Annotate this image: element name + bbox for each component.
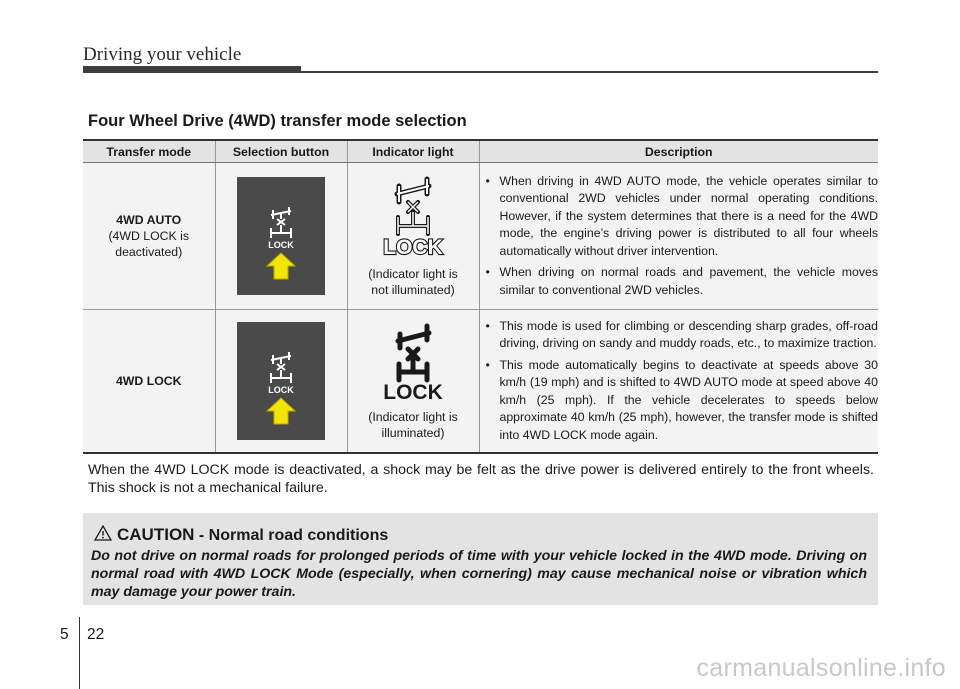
up-arrow-icon <box>267 398 295 424</box>
description-item: • When driving on normal roads and pavement, the vehicle moves similar to conventional 2WD vehicles. <box>485 265 878 297</box>
page-number-divider <box>79 617 80 689</box>
indicator-caption: (Indicator light is not illuminated) <box>368 267 458 297</box>
column-header-selection-button: Selection button <box>215 140 347 163</box>
table-header-row <box>83 140 878 163</box>
caution-subtitle: - Normal road conditions <box>194 527 389 544</box>
4wd-axle-icon <box>271 352 291 383</box>
mode-cell <box>83 310 215 453</box>
up-arrow-icon <box>267 253 295 279</box>
selection-button-cell <box>215 163 347 310</box>
column-header-indicator-light: Indicator light <box>347 140 479 163</box>
description-item: • When driving in 4WD AUTO mode, the vehicle operates similar to conventional 2WD vehicles under normal operating conditions. However, if the system determines that there is a need for the 4WD mode, the engine’s driving power is distributed to all four wheels automatically without driver intervention. <box>485 173 878 258</box>
running-header: Driving your vehicle <box>83 44 242 65</box>
4wd-lock-button-panel <box>237 177 325 295</box>
indicator-caption: (Indicator light is illuminated) <box>368 409 458 440</box>
description-cell <box>479 310 878 453</box>
chapter-number: 5 <box>60 626 69 643</box>
page-number: 22 <box>87 626 105 643</box>
mode-name: 4WD LOCK <box>115 373 182 388</box>
caution-box <box>83 513 878 605</box>
4wd-axle-icon <box>271 207 291 238</box>
indicator-lock-label: LOCK <box>383 236 443 258</box>
column-header-transfer-mode: Transfer mode <box>83 140 215 163</box>
watermark: carmanualsonline.info <box>696 654 946 682</box>
section-title: Four Wheel Drive (4WD) transfer mode selection <box>88 112 467 130</box>
mode-subtext: (4WD LOCK is deactivated) <box>108 229 190 259</box>
transfer-mode-table <box>83 139 878 454</box>
indicator-on <box>353 321 473 405</box>
selection-button-cell <box>215 310 347 453</box>
shock-note: When the 4WD LOCK mode is deactivated, a shock may be felt as the drive power is delivered entirely to the front wheels. This shock is not a mechanical failure. <box>88 462 874 496</box>
indicator-off <box>353 174 473 262</box>
4wd-lock-button-panel <box>237 322 325 440</box>
warning-triangle-icon <box>94 525 112 546</box>
mode-name: 4WD AUTO <box>116 213 182 227</box>
indicator-lock-label: LOCK <box>383 380 443 401</box>
description-item: • This mode automatically begins to deactivate at speeds above 30 km/h (19 mph) and is shifted to 4WD AUTO mode at speed above 40 km/h (25 mph). If the vehicle decelerates to speeds below approximate 40 km/h (25 mph), however, the transfer mode is shifted into 4WD LOCK mode again. <box>485 357 878 442</box>
table-row-4wd-auto <box>83 163 878 310</box>
mode-cell <box>83 163 215 310</box>
caution-text: Do not drive on normal roads for prolonged periods of time with your vehicle locked in the 4WD mode. Driving on normal road with 4WD LOCK Mode (especially, when cornering) may cause mechanical noise or vibration which may damage your power train. <box>91 548 867 600</box>
button-lock-label: LOCK <box>268 240 294 250</box>
button-lock-label: LOCK <box>268 384 294 395</box>
caution-label: CAUTION <box>117 525 195 544</box>
column-header-description: Description <box>479 140 878 163</box>
description-cell <box>479 163 878 310</box>
description-item: • This mode is used for climbing or descending sharp grades, off-road driving, driving on sandy and muddy roads, etc., to maximize traction. <box>485 318 878 350</box>
indicator-light-cell <box>347 310 479 453</box>
caution-heading <box>117 525 388 545</box>
4wd-axle-icon <box>398 326 429 380</box>
header-rule <box>83 71 878 73</box>
indicator-light-cell <box>347 163 479 310</box>
table-row-4wd-lock <box>83 310 878 453</box>
